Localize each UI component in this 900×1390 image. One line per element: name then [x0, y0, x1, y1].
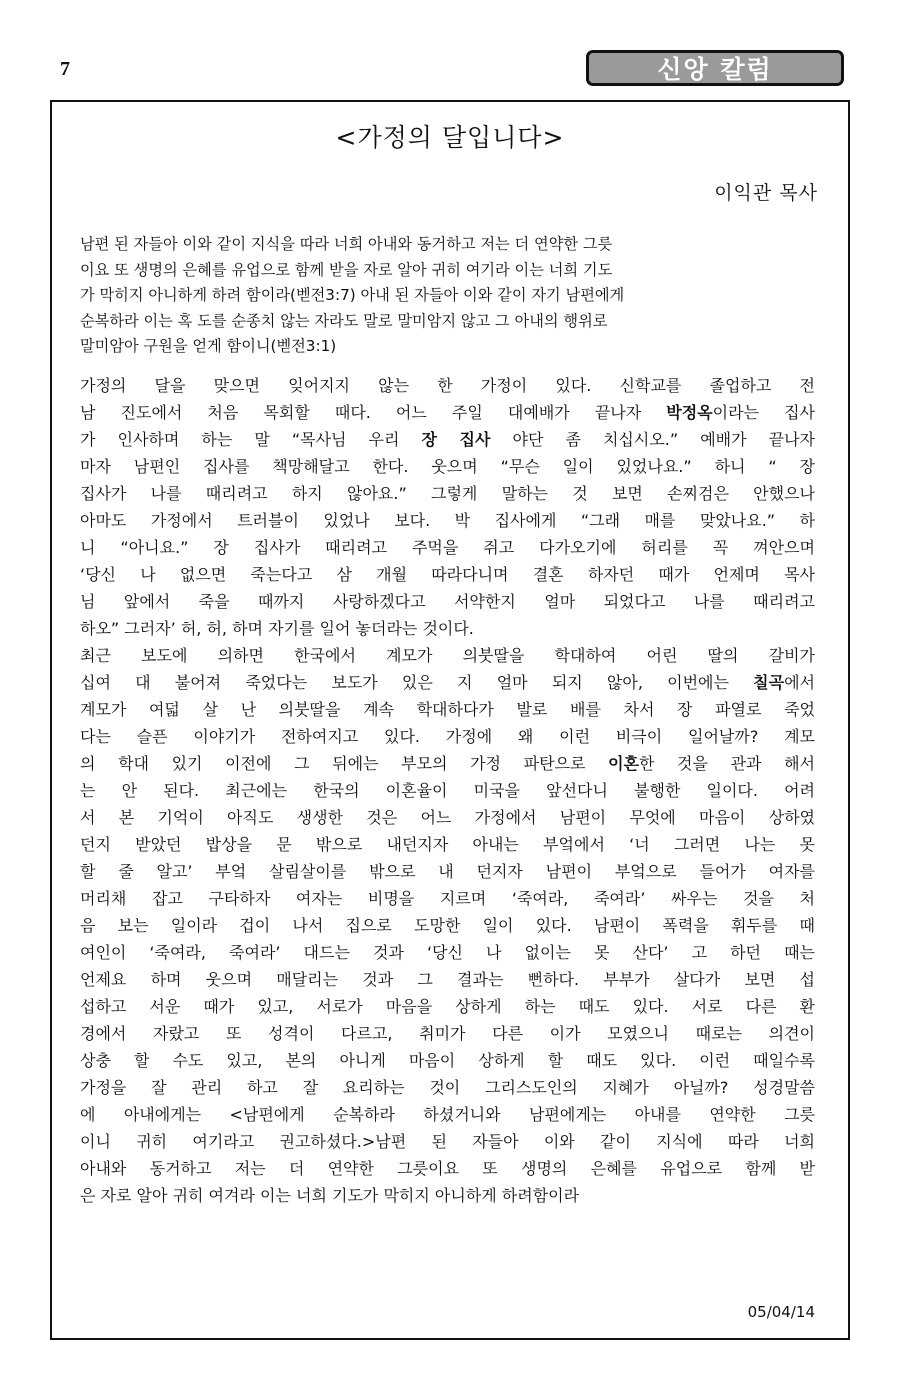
text-line: 아내와 동거하고 저는 더 연약한 그릇이요 또 생명의 은혜를 유업으로 함께 받 — [80, 1159, 815, 1178]
text-line: 집사가 나를 때리려고 하지 않아요.” 그렇게 말하는 것 보면 손찌검은 안했으나 — [80, 484, 815, 503]
bold-name: 장 집사 — [421, 430, 491, 449]
text-line: 마자 남편인 집사를 책망해달고 한다. 웃으며 “무슨 일이 있었나요.” 하니 “ 장 — [80, 457, 815, 476]
text-line: 음 보는 일이라 겁이 나서 집으로 도망한 일이 있다. 남편이 폭력을 휘두를 때 — [80, 916, 815, 935]
text-line: 가정을 잘 관리 하고 잘 요리하는 것이 그리스도인의 지혜가 아닐까? 성경말씀 — [80, 1078, 815, 1097]
text-line: 에 아내에게는 <남편에게 순복하라 하셨거니와 남편에게는 아내를 연약한 그릇 — [80, 1105, 815, 1124]
text-line: 계모가 여덟 살 난 의붓딸을 계속 학대하다가 발로 배를 차서 장 파열로 죽었 — [80, 700, 815, 719]
text-line: 최근 보도에 의하면 한국에서 계모가 의붓딸을 학대하여 어린 딸의 갈비가 — [80, 646, 815, 665]
bold-word: 이혼 — [608, 754, 639, 773]
text-run: 가 인사하며 하는 말 “목사님 우리 — [80, 430, 422, 449]
text-line: 언제요 하며 웃으며 매달리는 것과 그 결과는 뻔하다. 부부가 살다가 보면 섭 — [80, 970, 815, 989]
bold-name: 박정옥 — [666, 403, 713, 422]
text-line: 은 자로 알아 귀히 여겨라 이는 너희 기도가 막히지 아니하게 하려함이라 — [80, 1186, 580, 1205]
text-line: ‘당신 나 없으면 죽는다고 삼 개월 따라다니며 결혼 하자던 때가 언제며 목사 — [80, 565, 815, 584]
text-line: 이니 귀히 여기라고 권고하셨다.>남편 된 자들아 이와 같이 지식에 따라 너희 — [80, 1132, 815, 1151]
text-line: 가정의 달을 맞으면 잊어지지 않는 한 가정이 있다. 신학교를 졸업하고 전 — [80, 376, 815, 395]
text-run: 남 진도에서 처음 목회할 때다. 어느 주일 대예배가 끝나자 — [80, 403, 667, 422]
text-line — [80, 426, 815, 453]
text-line — [80, 399, 815, 426]
text-run: 한 것을 관과 해서 — [638, 754, 815, 773]
text-line: 여인이 ‘죽여라, 죽여라’ 대드는 것과 ‘당신 나 없이는 못 산다’ 고 하던 때는 — [80, 943, 815, 962]
article-title: <가정의 달입니다> — [335, 123, 565, 152]
scripture-line: 가 막히지 아니하게 하려 함이라(벧전3:7) 아내 된 자들아 이와 같이 자기 남편에게 — [80, 286, 625, 304]
text-line: 서 본 기억이 아직도 생생한 것은 어느 가정에서 남편이 무엇에 마음이 상하였 — [80, 808, 815, 827]
text-line: 상충 할 수도 있고, 본의 아니게 마음이 상하게 할 때도 있다. 이런 때일수록 — [80, 1051, 815, 1070]
text-run: 야단 좀 치십시오.” 예배가 끝나자 — [490, 430, 815, 449]
text-line — [80, 750, 815, 777]
article-author: 이익관 목사 — [714, 182, 818, 204]
text-line: 경에서 자랐고 또 성격이 다르고, 취미가 다른 이가 모였으니 때로는 의견이 — [80, 1024, 815, 1043]
scripture-line: 순복하라 이는 혹 도를 순종치 않는 자라도 말로 말미암지 않고 그 아내의 행위로 — [80, 311, 608, 330]
scripture-quote — [80, 232, 820, 360]
section-tab: 신앙 칼럼 — [586, 50, 844, 86]
text-run: 에서 — [784, 673, 815, 692]
text-line: 던지 받았던 밥상을 문 밖으로 내던지자 아내는 부엌에서 ‘너 그러면 나는 못 — [80, 835, 815, 854]
text-line: 님 앞에서 죽을 때까지 사랑하겠다고 서약한지 얼마 되었다고 나를 때리려고 — [80, 592, 815, 611]
text-run: 이라는 집사 — [712, 403, 815, 422]
paragraph-2 — [80, 642, 815, 1209]
text-line: 다는 슬픈 이야기가 전하여지고 있다. 가정에 왜 이런 비극이 일어날까? 계모 — [80, 727, 815, 746]
text-line: 아마도 가정에서 트러블이 있었나 보다. 박 집사에게 “그래 매를 맞았나요.” 하 — [80, 511, 815, 530]
paragraph-1 — [80, 372, 815, 642]
text-line: 섭하고 서운 때가 있고, 서로가 마음을 상하게 하는 때도 있다. 서로 다른 환 — [80, 997, 815, 1016]
bold-place: 칠곡 — [753, 673, 785, 692]
article-date: 05/04/14 — [747, 1303, 815, 1321]
page-number: 7 — [60, 58, 70, 80]
text-line — [80, 669, 815, 696]
text-line: 하오” 그러자’ 허, 허, 하며 자기를 일어 놓더라는 것이다. — [80, 619, 474, 638]
article-body — [80, 372, 815, 1209]
scripture-line: 이요 또 생명의 은혜를 유업으로 함께 받을 자로 알아 귀히 여기라 이는 너희 기도 — [80, 260, 613, 279]
text-run: 의 학대 있기 이전에 그 뒤에는 부모의 가정 파탄으로 — [80, 754, 609, 773]
text-line: 할 줄 알고’ 부엌 살림살이를 밖으로 내 던지자 남편이 부엌으로 들어가 여자를 — [80, 862, 815, 881]
scripture-line: 말미암아 구원을 얻게 함이니(벧전3:1) — [80, 337, 337, 355]
scripture-line: 남편 된 자들아 이와 같이 지식을 따라 너희 아내와 동거하고 저는 더 연약한 그릇 — [80, 235, 613, 253]
text-line: 는 안 된다. 최근에는 한국의 이혼율이 미국을 앞선다니 불행한 일이다. 어려 — [80, 781, 815, 800]
text-run: 십여 대 불어져 죽었다는 보도가 있은 지 얼마 되지 않아, 이번에는 — [80, 673, 754, 692]
text-line: 머리채 잡고 구타하자 여자는 비명을 지르며 ‘죽여라, 죽여라’ 싸우는 것을 처 — [80, 889, 815, 908]
text-line: 니 “아니요.” 장 집사가 때리려고 주먹을 쥐고 다가오기에 허리를 꼭 껴안으며 — [80, 538, 815, 557]
